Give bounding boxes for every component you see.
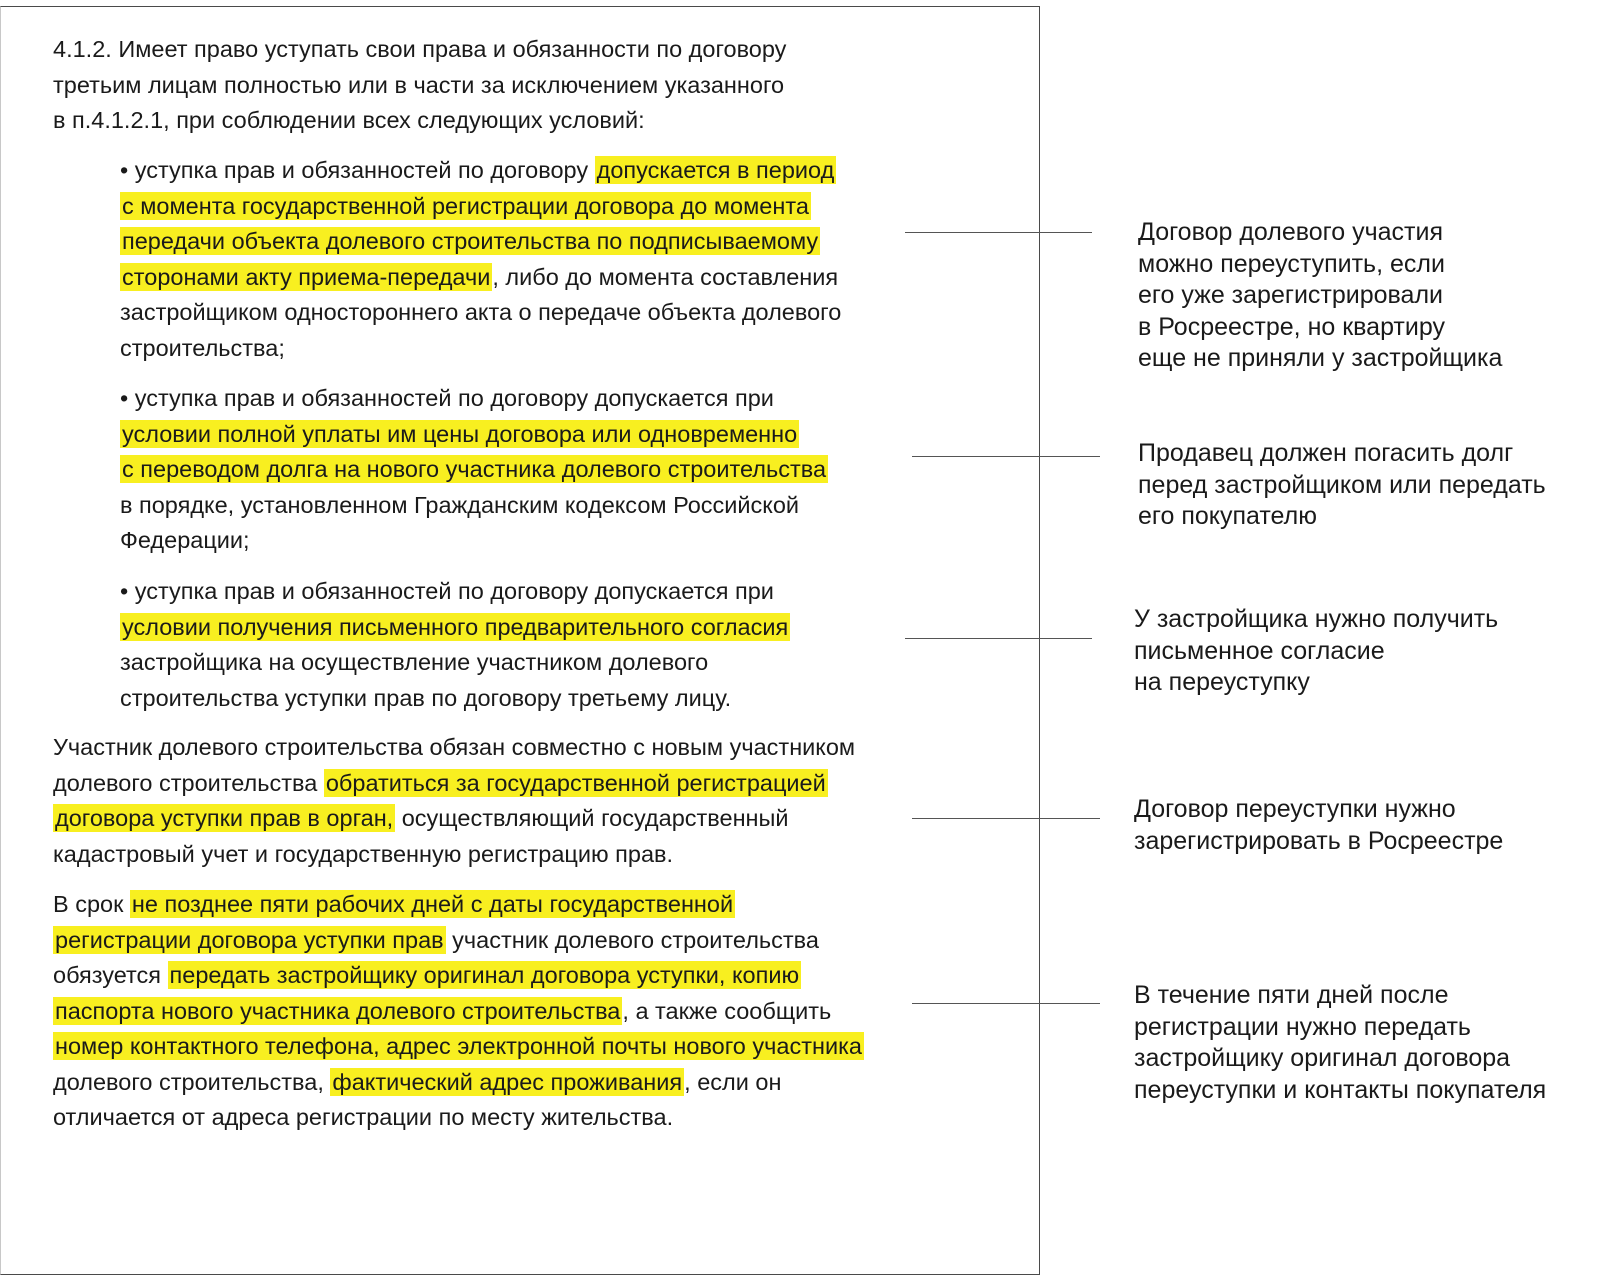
text-line: В срок не позднее пяти рабочих дней с даты государственной <box>53 891 734 917</box>
deadline-paragraph <box>53 887 864 1136</box>
highlight: сторонами акту приема-передачи <box>122 263 491 290</box>
text-line: • уступка прав и обязанностей по договору допускается при <box>120 385 774 411</box>
note-line: У застройщика нужно получить <box>1134 605 1499 633</box>
margin-note-5 <box>1134 980 1546 1106</box>
text-line <box>120 189 841 225</box>
text-line: в порядке, установленном Гражданским кодексом Российской <box>120 491 800 518</box>
highlight: с переводом долга на нового участника долевого строительства <box>122 456 827 482</box>
text-line: паспорта нового участника долевого строительства, а также сообщить <box>55 997 832 1024</box>
text-line: застройщика на осуществление участником долевого <box>120 649 709 675</box>
bullet-2 <box>120 381 828 559</box>
intro-line: в п.4.1.2.1, при соблюдении всех следующих условий: <box>53 107 645 133</box>
text-line <box>120 224 841 260</box>
highlight: паспорта нового участника долевого строительства <box>55 997 621 1024</box>
leader-line <box>905 638 1092 639</box>
highlight: не позднее пяти рабочих дней с даты государственной <box>131 891 734 917</box>
intro-line: третьим лицам полностью или в части за исключением указанного <box>53 71 785 98</box>
note-line: на переуступку <box>1134 668 1310 696</box>
bullet-1 <box>120 153 841 366</box>
bullet-3 <box>120 574 790 716</box>
text-line: застройщиком одностороннего акта о передаче объекта долевого <box>120 299 842 325</box>
note-line: письменное согласие <box>1134 636 1385 665</box>
highlight: обратиться за государственной регистрацией <box>325 769 826 796</box>
text-line: • уступка прав и обязанностей по договору допускается при <box>120 578 774 604</box>
highlight: условии получения письменного предварительного согласия <box>122 613 789 640</box>
highlight: передачи объекта долевого строительства по подписываемому <box>122 228 819 254</box>
note-line: В течение пяти дней после <box>1134 981 1449 1009</box>
note-line: перед застройщиком или передать <box>1138 470 1546 499</box>
highlight: условии полной уплаты им цены договора или одновременно <box>122 420 798 447</box>
intro-paragraph <box>53 32 786 139</box>
margin-note-4 <box>1134 794 1503 857</box>
margin-note-3 <box>1134 604 1498 699</box>
note-line: в Росреестре, но квартиру <box>1138 312 1445 341</box>
highlight: номер контактного телефона, адрес электронной почты нового участника <box>55 1033 862 1059</box>
note-line: его покупателю <box>1138 502 1317 530</box>
margin-note-2 <box>1138 438 1546 533</box>
text-line <box>120 452 828 488</box>
margin-note-1 <box>1138 217 1502 375</box>
note-line: Продавец должен погасить долг <box>1138 439 1514 467</box>
text-line: регистрации договора уступки прав участник долевого строительства <box>55 926 819 953</box>
leader-line <box>912 1003 1100 1004</box>
text-line: строительства уступки прав по договору третьему лицу. <box>120 684 732 711</box>
text-line: кадастровый учет и государственную регистрацию прав. <box>53 840 674 867</box>
highlight: передать застройщику оригинал договора уступки, копию <box>169 962 800 988</box>
intro-line: 4.1.2. Имеет право уступать свои права и обязанности по договору <box>53 36 787 62</box>
highlight: регистрации договора уступки прав <box>55 926 444 953</box>
highlight: допускается в период <box>596 157 835 183</box>
note-line: регистрации нужно передать <box>1134 1012 1471 1041</box>
note-line: переуступки и контакты покупателя <box>1134 1075 1547 1104</box>
note-line: Договор долевого участия <box>1138 218 1443 246</box>
note-line: еще не приняли у застройщика <box>1138 344 1503 372</box>
text-line: долевого строительства обратиться за государственной регистрацией <box>53 769 826 796</box>
text-line <box>120 610 790 646</box>
note-line: Договор переуступки нужно <box>1134 795 1456 823</box>
note-line: зарегистрировать в Росреестре <box>1134 826 1504 855</box>
text-line: долевого строительства, фактический адрес проживания, если он <box>53 1068 782 1095</box>
highlight: договора уступки прав в орган, <box>55 805 394 831</box>
leader-line <box>912 818 1100 819</box>
text-line <box>120 417 828 453</box>
note-line: можно переуступить, если <box>1138 249 1445 278</box>
text-line: сторонами акту приема-передачи, либо до момента составления <box>122 263 839 290</box>
text-line: обязуется передать застройщику оригинал договора уступки, копию <box>53 962 800 988</box>
note-line: застройщику оригинал договора <box>1134 1044 1511 1072</box>
text-line: Федерации; <box>120 527 250 553</box>
text-line: Участник долевого строительства обязан совместно с новым участником <box>53 734 856 760</box>
leader-line <box>912 456 1100 457</box>
registration-paragraph <box>53 730 855 872</box>
highlight: фактический адрес проживания <box>332 1068 683 1095</box>
text-line: строительства; <box>120 334 285 361</box>
text-line: отличается от адреса регистрации по месту жительства. <box>53 1104 674 1130</box>
highlight: с момента государственной регистрации договора до момента <box>122 192 809 219</box>
leader-line <box>905 232 1092 233</box>
text-line: договора уступки прав в орган, осуществляющий государственный <box>55 805 789 831</box>
text-line <box>53 1029 864 1065</box>
text-line: • уступка прав и обязанностей по договору допускается в период <box>120 157 835 183</box>
note-line: его уже зарегистрировали <box>1138 281 1444 309</box>
